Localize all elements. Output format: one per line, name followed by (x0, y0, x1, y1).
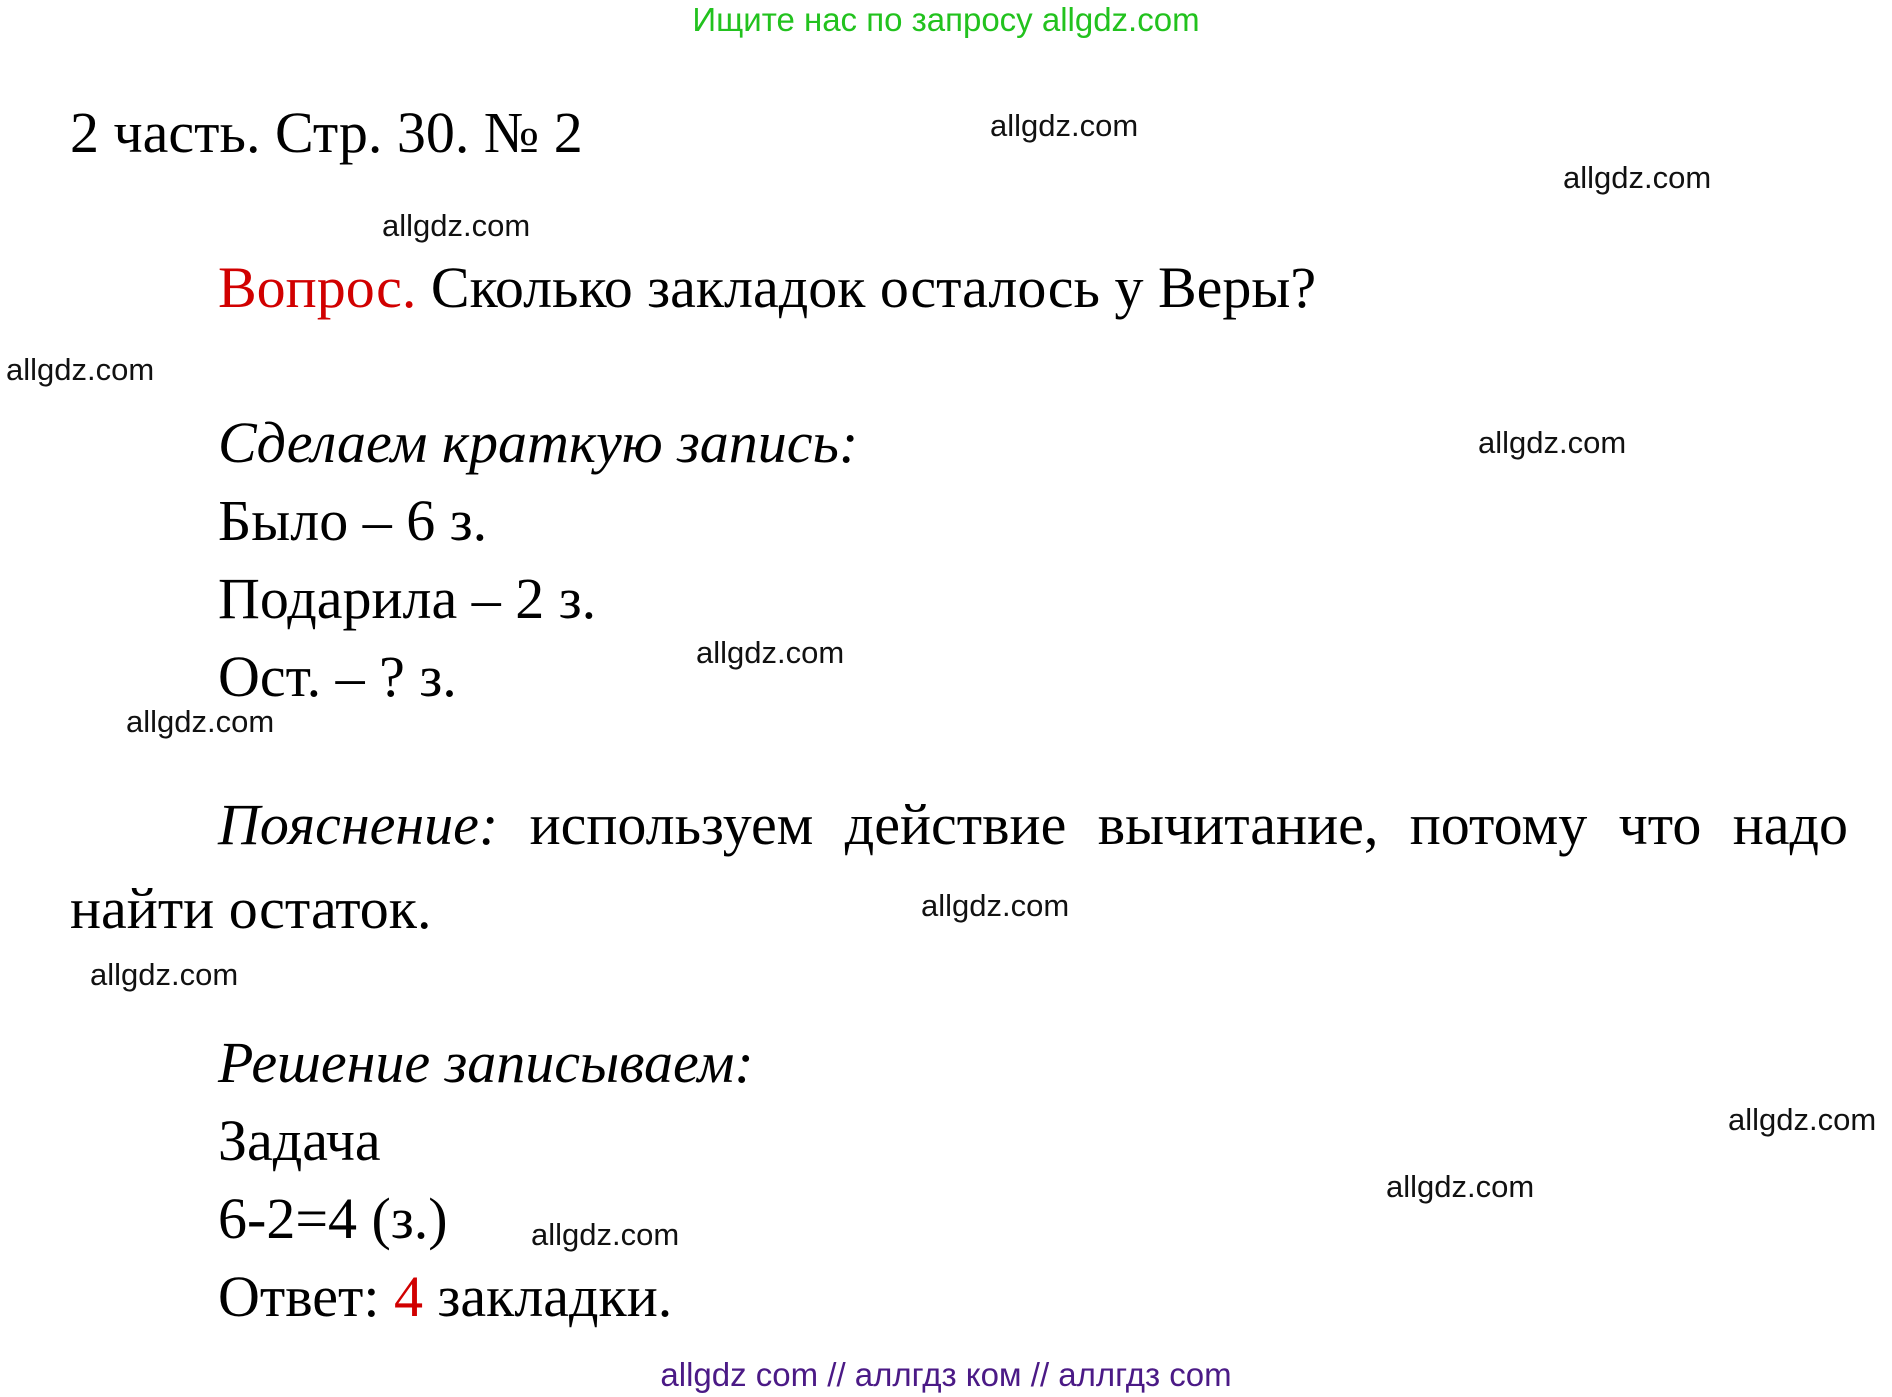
watermark: allgdz.com (1386, 1169, 1535, 1204)
question-text: Сколько закладок осталось у Веры? (416, 255, 1317, 320)
question-label: Вопрос. (218, 255, 417, 320)
watermark: allgdz.com (382, 208, 531, 243)
watermark: allgdz.com (531, 1217, 680, 1252)
watermark: allgdz.com (6, 352, 155, 387)
site-banner: Ищите нас по запросу allgdz.com (692, 1, 1200, 38)
page-title: 2 часть. Стр. 30. № 2 (70, 100, 583, 165)
watermark: allgdz.com (921, 888, 1070, 923)
short-record-line-3: Ост. – ? з. (218, 644, 457, 709)
answer-line (218, 1264, 672, 1330)
answer-label: Ответ: (218, 1264, 394, 1329)
watermark: allgdz.com (990, 108, 1139, 143)
answer-unit: закладки. (422, 1264, 673, 1329)
watermark: allgdz.com (126, 704, 275, 739)
answer-value: 4 (393, 1264, 423, 1329)
explanation-label: Пояснение: (218, 792, 499, 857)
question-line (218, 255, 1316, 321)
equation: 6-2=4 (з.) (218, 1186, 448, 1251)
watermark: allgdz.com (90, 957, 239, 992)
short-record-line-2: Подарила – 2 з. (218, 566, 597, 631)
site-footer: allgdz com // аллгдз ком // аллгдз com (660, 1356, 1232, 1393)
watermark: allgdz.com (1728, 1102, 1877, 1137)
watermark: allgdz.com (1563, 160, 1712, 195)
solution-heading: Решение записываем: (218, 1030, 754, 1095)
short-record-heading: Сделаем краткую запись: (218, 410, 859, 475)
explanation-line (218, 792, 1848, 858)
watermark: allgdz.com (696, 635, 845, 670)
short-record-line-1: Было – 6 з. (218, 488, 488, 553)
explanation-continuation: найти остаток. (70, 876, 432, 941)
task-label: Задача (218, 1108, 381, 1173)
watermark: allgdz.com (1478, 425, 1627, 460)
explanation-text: используем действие вычитание, потому что надо (498, 792, 1848, 857)
